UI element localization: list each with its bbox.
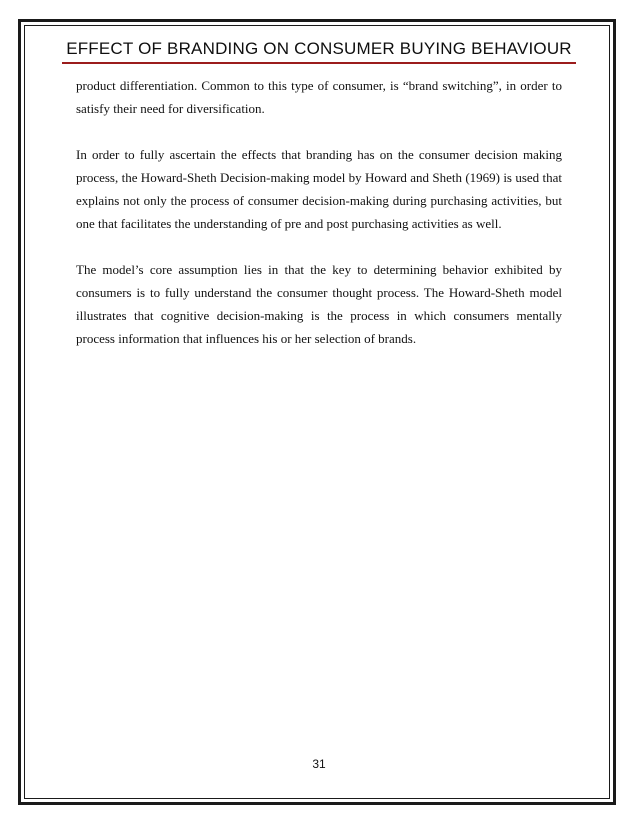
page-border-inner [24,25,610,799]
body-paragraph-3: The model’s core assumption lies in that the key to determining behavior exhibited by consumers is to fully understand the consumer thought process. The Howard-Sheth model illustrates that cognitive decision-making is the process in which consumers mentally process information that influences his or her selection of brands. [76,262,562,346]
body-paragraph-2: In order to fully ascertain the effects that branding has on the consumer decision making process, the Howard-Sheth Decision-making model by Howard and Sheth (1969) is used that explains not only the process of consumer decision-making during purchasing activities, but one that facilitates the understanding of pre and post purchasing activities as well. [76,147,562,231]
header-divider [62,62,576,64]
running-header-title: EFFECT OF BRANDING ON CONSUMER BUYING BEHAVIOUR [66,39,572,58]
body-paragraph-1: product differentiation. Common to this type of consumer, is “brand switching”, in order to satisfy their need for diversification. [76,78,562,116]
page-number: 31 [312,757,326,771]
